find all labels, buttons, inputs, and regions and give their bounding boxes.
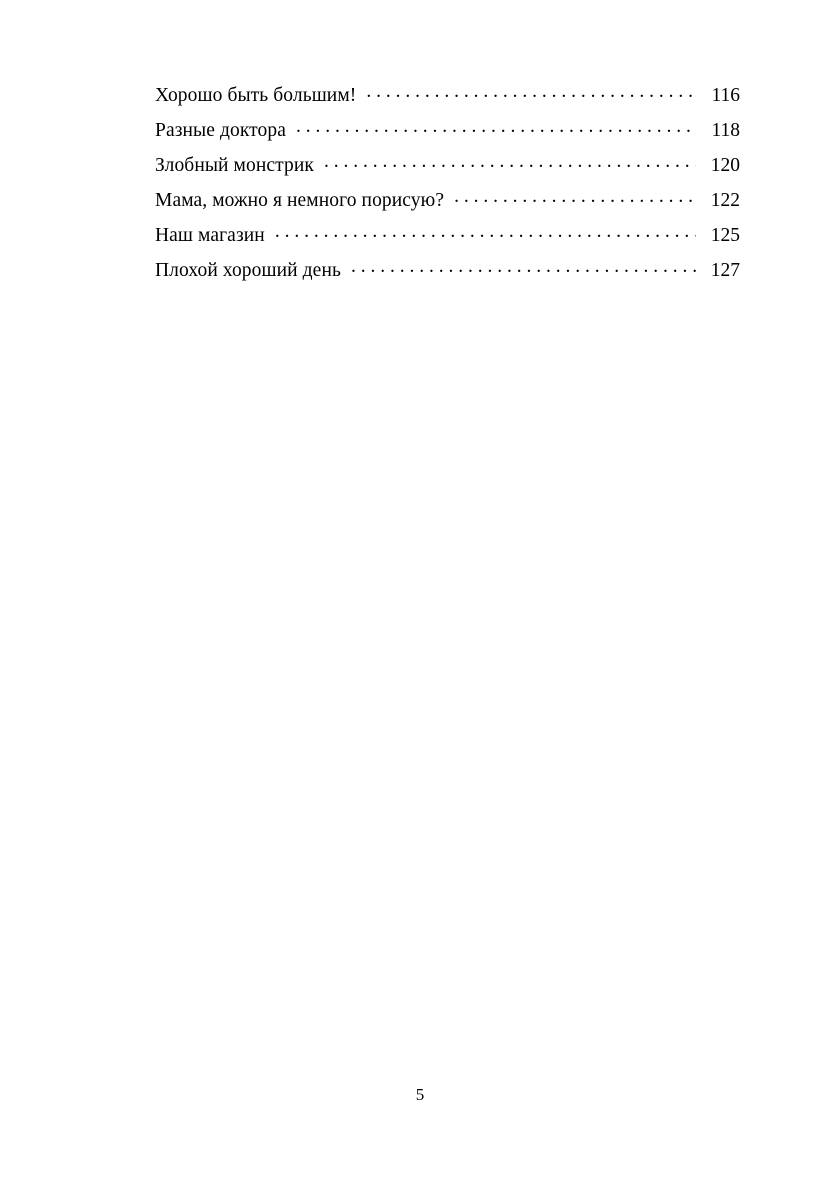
toc-entry[interactable] (155, 113, 740, 148)
toc-entry-title: Злобный монстрик (155, 155, 314, 176)
toc-entry-title: Мама, можно я немного порисую? (155, 190, 445, 211)
toc-entry[interactable] (155, 253, 740, 288)
toc-entry-page: 116 (711, 85, 740, 106)
toc-leader-dots (454, 187, 696, 207)
toc-entry-page: 127 (710, 260, 740, 281)
toc-entry-title: Наш магазин (155, 225, 265, 246)
toc-entry[interactable] (155, 148, 740, 183)
toc-entry-page: 122 (710, 190, 740, 211)
toc-leader-dots (351, 257, 696, 277)
toc-entry-page: 120 (710, 155, 740, 176)
page-number: 5 (415, 1085, 425, 1104)
table-of-contents (155, 78, 740, 288)
toc-entry-page: 118 (711, 120, 740, 141)
toc-entry-page: 125 (710, 225, 740, 246)
toc-leader-dots (296, 117, 696, 137)
toc-leader-dots (366, 82, 696, 102)
toc-entry-title: Хорошо быть большим! (155, 85, 357, 106)
toc-entry[interactable] (155, 183, 740, 218)
toc-entry-title: Разные доктора (155, 120, 286, 141)
toc-entry[interactable] (155, 218, 740, 253)
toc-entry-title: Плохой хороший день (155, 260, 341, 281)
toc-entry[interactable] (155, 78, 740, 113)
toc-leader-dots (324, 152, 696, 172)
toc-leader-dots (275, 222, 696, 242)
